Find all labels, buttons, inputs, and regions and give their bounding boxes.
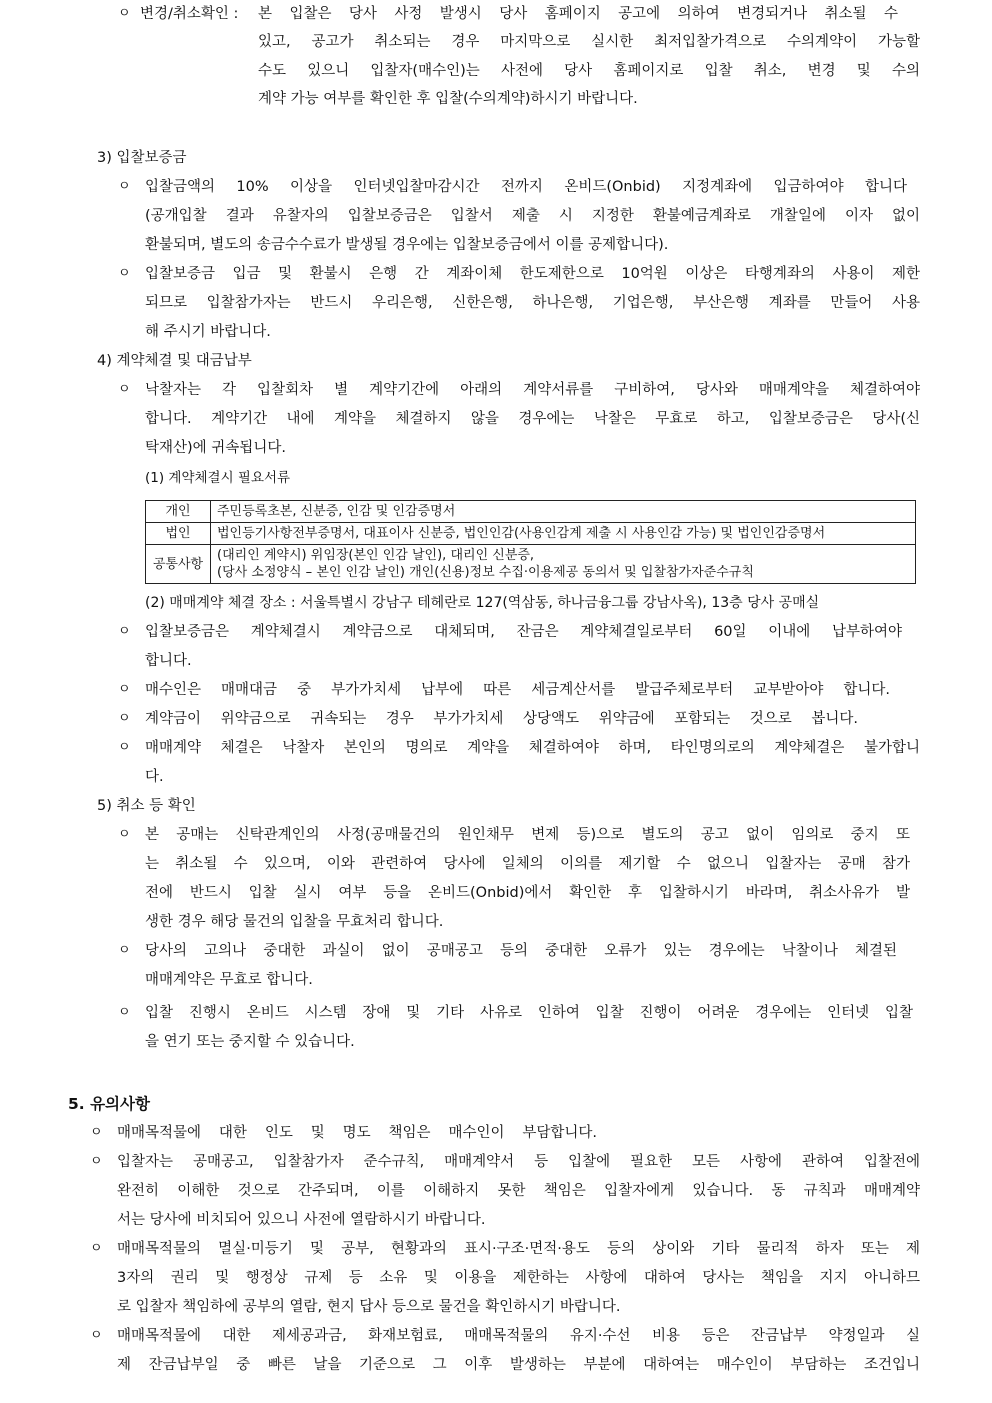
chapter-heading: 5. 유의사항 xyxy=(68,1095,150,1113)
text-line: 매매목적물의 멸실·미등기 및 공부, 현황과의 표시·구조·면적·용도 등의 상이와 기타 물리적 하자 또는 제 xyxy=(117,1241,920,1257)
text-line: 매매목적물에 대한 인도 및 명도 책임은 매수인이 부담합니다. xyxy=(117,1125,597,1141)
bullet-icon: ㅇ xyxy=(90,1241,103,1256)
table-cell-value xyxy=(211,545,916,584)
text-line: 전에 반드시 입찰 실시 여부 등을 온비드(Onbid)에서 확인한 후 입찰하시기 바라며, 취소사유가 발 xyxy=(145,885,910,901)
table-cell-key: 공통사항 xyxy=(146,545,211,584)
table-row xyxy=(146,545,916,584)
text-line: 계약 가능 여부를 확인한 후 입찰(수의계약)하시기 바랍니다. xyxy=(258,91,638,107)
section-heading: 4) 계약체결 및 대금납부 xyxy=(97,353,252,369)
text-line: 입찰보증금 입금 및 환불시 은행 간 계좌이체 한도제한으로 10억원 이상은 타행계좌의 사용이 제한 xyxy=(145,266,920,282)
text-line: 을 연기 또는 중지할 수 있습니다. xyxy=(145,1034,355,1050)
table-cell-value: 법인등기사항전부증명서, 대표이사 신분증, 법인인감(사용인감계 제출 시 사용인감 가능) 및 법인인감증명서 xyxy=(211,523,916,545)
text-line: 탁재산)에 귀속됩니다. xyxy=(145,440,286,456)
text-line: 낙찰자는 각 입찰회차 별 계약기간에 아래의 계약서류를 구비하여, 당사와 매매계약을 체결하여야 xyxy=(145,382,920,398)
table-cell-line: (당사 소정양식 – 본인 인감 날인) 개인(신용)정보 수집·이용제공 동의서 및 입찰참가자준수규칙 xyxy=(217,565,754,580)
text-line: 합니다. xyxy=(145,653,192,669)
required-documents-table xyxy=(145,500,916,584)
text-line: 입찰금액의 10% 이상을 인터넷입찰마감시간 전까지 온비드(Onbid) 지정계좌에 입금하여야 합니다 xyxy=(145,179,907,195)
bullet-icon: ㅇ xyxy=(118,943,131,958)
text-line: 본 입찰은 당사 사정 발생시 당사 홈페이지 공고에 의하여 변경되거나 취소될 수 xyxy=(258,6,898,22)
section-heading: 5) 취소 등 확인 xyxy=(97,798,196,814)
text-line: 입찰자는 공매공고, 입찰참가자 준수규칙, 매매계약서 등 입찰에 필요한 모든 사항에 관하여 입찰전에 xyxy=(117,1154,920,1170)
text-line: 계약금이 위약금으로 귀속되는 경우 부가가치세 상당액도 위약금에 포함되는 것으로 봅니다. xyxy=(145,711,858,727)
bullet-icon: ㅇ xyxy=(118,624,131,639)
text-line: 당사의 고의나 중대한 과실이 없이 공매공고 등의 중대한 오류가 있는 경우에는 낙찰이나 체결된 xyxy=(145,943,897,959)
text-line: 매매계약 체결은 낙찰자 본인의 명의로 계약을 체결하여야 하며, 타인명의로의 계약체결은 불가합니 xyxy=(145,740,920,756)
bullet-icon: ㅇ xyxy=(118,6,131,21)
text-line: 3자의 권리 및 행정상 규제 등 소유 및 이용을 제한하는 사항에 대하여 당사는 책임을 지지 아니하므 xyxy=(117,1270,920,1286)
bullet-icon: ㅇ xyxy=(118,1005,131,1020)
text-line: 제 잔금납부일 중 빠른 날을 기준으로 그 이후 발생하는 부분에 대하여는 매수인이 부담하는 조건입니 xyxy=(117,1357,920,1373)
text-line: 수도 있으니 입찰자(매수인)는 사전에 당사 홈페이지로 입찰 취소, 변경 및 수의 xyxy=(258,63,920,79)
bullet-icon: ㅇ xyxy=(118,382,131,397)
table-cell-line: (대리인 계약시) 위임장(본인 인감 날인), 대리인 신분증, xyxy=(217,548,535,563)
bullet-icon: ㅇ xyxy=(118,682,131,697)
text-line: 완전히 이해한 것으로 간주되며, 이를 이해하지 못한 책임은 입찰자에게 있습니다. 동 규칙과 매매계약 xyxy=(117,1183,920,1199)
text-line: 해 주시기 바랍니다. xyxy=(145,324,271,340)
text-line: 환불되며, 별도의 송금수수료가 발생될 경우에는 입찰보증금에서 이를 공제합니다). xyxy=(145,237,669,253)
bullet-icon: ㅇ xyxy=(118,179,131,194)
bullet-icon: ㅇ xyxy=(90,1154,103,1169)
table-cell-key: 법인 xyxy=(146,523,211,545)
text-line: 서는 당사에 비치되어 있으니 사전에 열람하시기 바랍니다. xyxy=(117,1212,486,1228)
bullet-icon: ㅇ xyxy=(118,740,131,755)
item-label: 변경/취소확인 : xyxy=(140,6,239,22)
text-line: 입찰 진행시 온비드 시스템 장애 및 기타 사유로 인하여 입찰 진행이 어려운 경우에는 인터넷 입찰 xyxy=(145,1005,913,1021)
table-row xyxy=(146,523,916,545)
text-line: 생한 경우 해당 물건의 입찰을 무효처리 합니다. xyxy=(145,914,444,930)
text-line: 본 공매는 신탁관계인의 사정(공매물건의 원인채무 변제 등)으로 별도의 공고 없이 임의로 중지 또 xyxy=(145,827,910,843)
sub-heading: (2) 매매계약 체결 장소 : 서울특별시 강남구 테헤란로 127(역삼동, 하나금융그룹 강남사옥), 13층 당사 공매실 xyxy=(145,595,820,611)
text-line: 매매목적물에 대한 제세공과금, 화재보험료, 매매목적물의 유지·수선 비용 등은 잔금납부 약정일과 실 xyxy=(117,1328,920,1344)
table-cell-value: 주민등록초본, 신분증, 인감 및 인감증명서 xyxy=(211,501,916,523)
text-line: 로 입찰자 책임하에 공부의 열람, 현지 답사 등으로 물건을 확인하시기 바랍니다. xyxy=(117,1299,621,1315)
sub-heading: (1) 계약체결시 필요서류 xyxy=(145,470,291,486)
bullet-icon: ㅇ xyxy=(90,1328,103,1343)
text-line: 있고, 공고가 취소되는 경우 마지막으로 실시한 최저입찰가격으로 수의계약이 가능할 xyxy=(258,34,920,50)
text-line: 다. xyxy=(145,769,164,785)
text-line: 되므로 입찰참가자는 반드시 우리은행, 신한은행, 하나은행, 기업은행, 부산은행 계좌를 만들어 사용 xyxy=(145,295,920,311)
section-heading: 3) 입찰보증금 xyxy=(97,150,187,166)
text-line: 입찰보증금은 계약체결시 계약금으로 대체되며, 잔금은 계약체결일로부터 60일 이내에 납부하여야 xyxy=(145,624,902,640)
bullet-icon: ㅇ xyxy=(118,827,131,842)
text-line: 매수인은 매매대금 중 부가가치세 납부에 따른 세금계산서를 발급주체로부터 교부받아야 합니다. xyxy=(145,682,890,698)
table-row xyxy=(146,501,916,523)
text-line: 합니다. 계약기간 내에 계약을 체결하지 않을 경우에는 낙찰은 무효로 하고, 입찰보증금은 당사(신 xyxy=(145,411,920,427)
table-cell-key: 개인 xyxy=(146,501,211,523)
text-line: 매매계약은 무효로 합니다. xyxy=(145,972,313,988)
text-line: 는 취소될 수 있으며, 이와 관련하여 당사에 일체의 이의를 제기할 수 없으니 입찰자는 공매 참가 xyxy=(145,856,910,872)
bullet-icon: ㅇ xyxy=(118,711,131,726)
bullet-icon: ㅇ xyxy=(90,1125,103,1140)
bullet-icon: ㅇ xyxy=(118,266,131,281)
text-line: (공개입찰 결과 유찰자의 입찰보증금은 입찰서 제출 시 지정한 환불예금계좌로 개찰일에 이자 없이 xyxy=(145,208,920,224)
